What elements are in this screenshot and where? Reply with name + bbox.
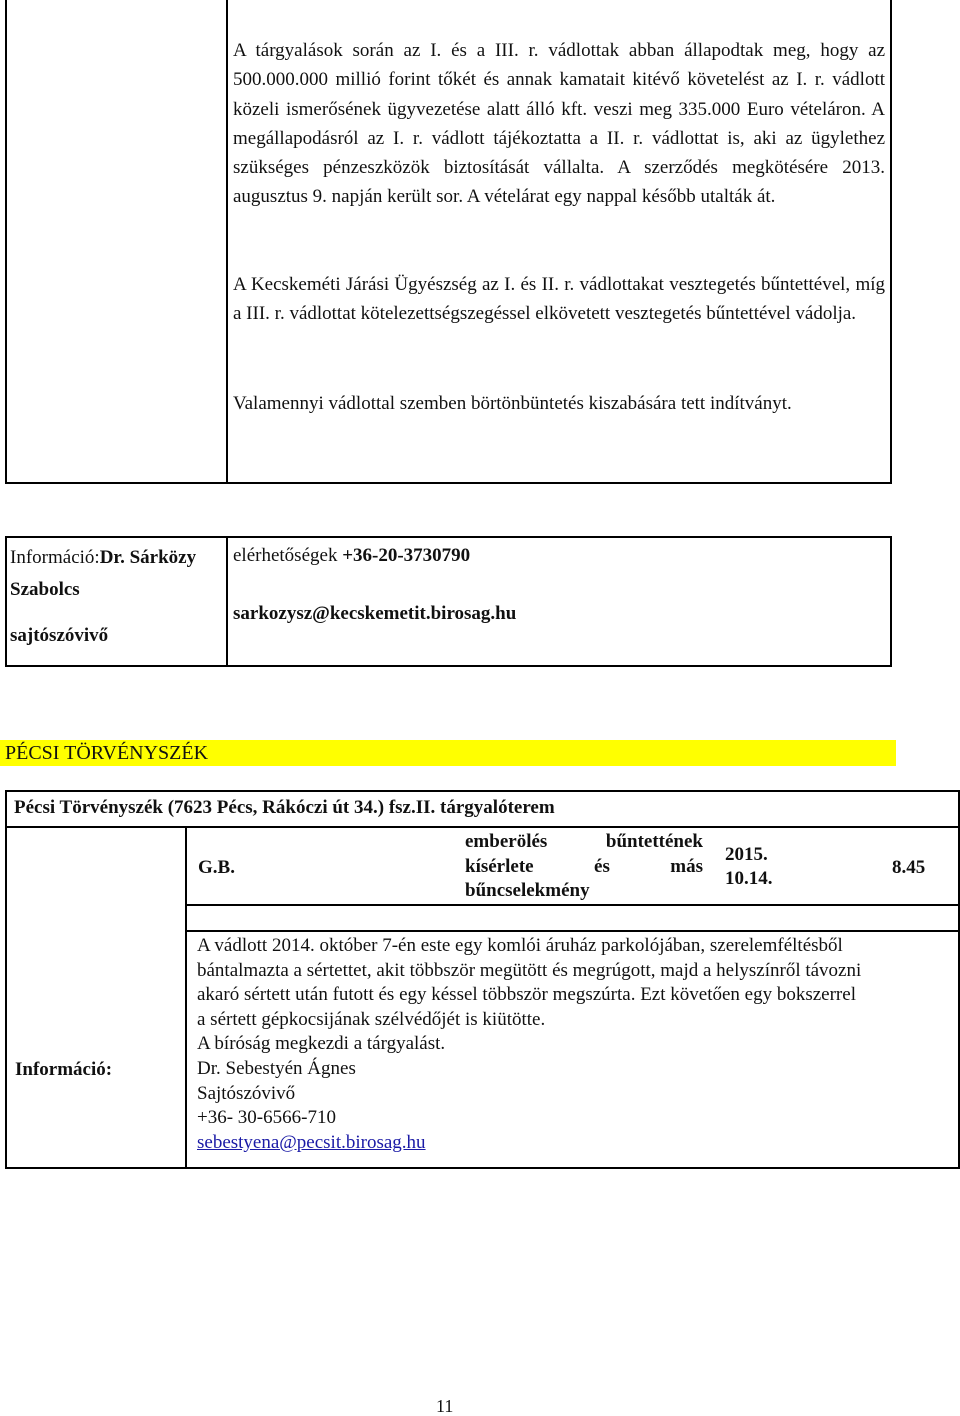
case-paragraph-1: A tárgyalások során az I. és a III. r. vádlottak abban állapodtak meg, hogy az 500.000.000 millió forint tőkét és annak kamatait kitévő követelést az I. r. vádlott közeli ismerősének ügyvezetése alatt álló kft. veszi meg 335.000 Euro vételáron. A megállapodásról az I. r. vádlott tájékoztatta a II. r. vádlottat is, aki az ügylethez szükséges pénzeszközök biztosítását vállalta. A szerződés megkötésére 2013. augusztus 9. napján került sor. A vételárat egy nappal később utalták át. (233, 40, 885, 208)
case-date: 2015. 10.14. (725, 844, 773, 889)
top-table-divider (226, 0, 228, 484)
contact-label: elérhetőségek (233, 545, 338, 566)
case-paragraph-3: Valamennyi vádlottal szemben börtönbüntetés kiszabására tett indítványt. (233, 393, 792, 414)
contact-email: sarkozysz@kecskemetit.birosag.hu (233, 603, 517, 624)
spokesperson-name-1: Dr. Sárközy (99, 547, 197, 568)
info-label: Információ: (10, 547, 100, 568)
contact-phone: +36-20-3730790 (342, 545, 471, 566)
page-number: 11 (436, 1396, 454, 1416)
case-row-bottom (185, 904, 960, 906)
spacer-row-bottom (185, 930, 960, 932)
description-line-2: bántalmazta a sértettet, akit többször megütött és megrúgott, majd a helyszínről távozni (197, 959, 862, 981)
court-info-cell (197, 934, 957, 1155)
contact-phone-pecs: +36- 30-6566-710 (197, 1107, 336, 1129)
spokesperson-role: sajtószóvivő (10, 625, 109, 646)
case-time: 8.45 (892, 857, 926, 878)
spokesperson-name-2: Szabolcs (10, 579, 80, 600)
description-line-3: akaró sértett után futott és egy késsel többször megszúrta. Ezt követően egy bokszerrel (197, 984, 856, 1006)
description-line-1: A vádlott 2014. október 7-én este egy komlói áruház parkolójában, szerelemféltésből (197, 935, 843, 956)
case-charge: emberölés bűntettének kísérlete és más bűncselekmény (465, 831, 703, 901)
top-table-left-border (5, 0, 7, 484)
contact-role: Sajtószóvivő (197, 1082, 296, 1104)
contact-email-link[interactable]: sebestyena@pecsit.birosag.hu (197, 1131, 426, 1153)
info-box-left-cell (10, 542, 228, 652)
court-info-label: Információ: (15, 1059, 113, 1080)
court-location: Pécsi Törvényszék (7623 Pécs, Rákóczi út 34.) fsz.II. tárgyalóterem (14, 797, 555, 818)
court-heading: PÉCSI TÖRVÉNYSZÉK (5, 742, 209, 764)
description-line-4: a sértett gépkocsijának szélvédőjét is kiütötte. (197, 1008, 546, 1030)
top-table-bottom-border (5, 482, 892, 484)
top-table-right-border (890, 0, 892, 484)
case-paragraph-2: A Kecskeméti Járási Ügyészség az I. és II. r. vádlottakat vesztegetés bűntettével, míg a III. r. vádlottat kötelezettségszegéssel elkövetett vesztegetés bűntettével vádolja. (233, 274, 885, 325)
court-note: A bíróság megkezdi a tárgyalást. (197, 1033, 446, 1055)
info-box-right-cell (233, 542, 883, 628)
court-col-divider (185, 826, 187, 1169)
contact-name: Dr. Sebestyén Ágnes (197, 1057, 356, 1079)
case-defendant: G.B. (198, 857, 235, 878)
